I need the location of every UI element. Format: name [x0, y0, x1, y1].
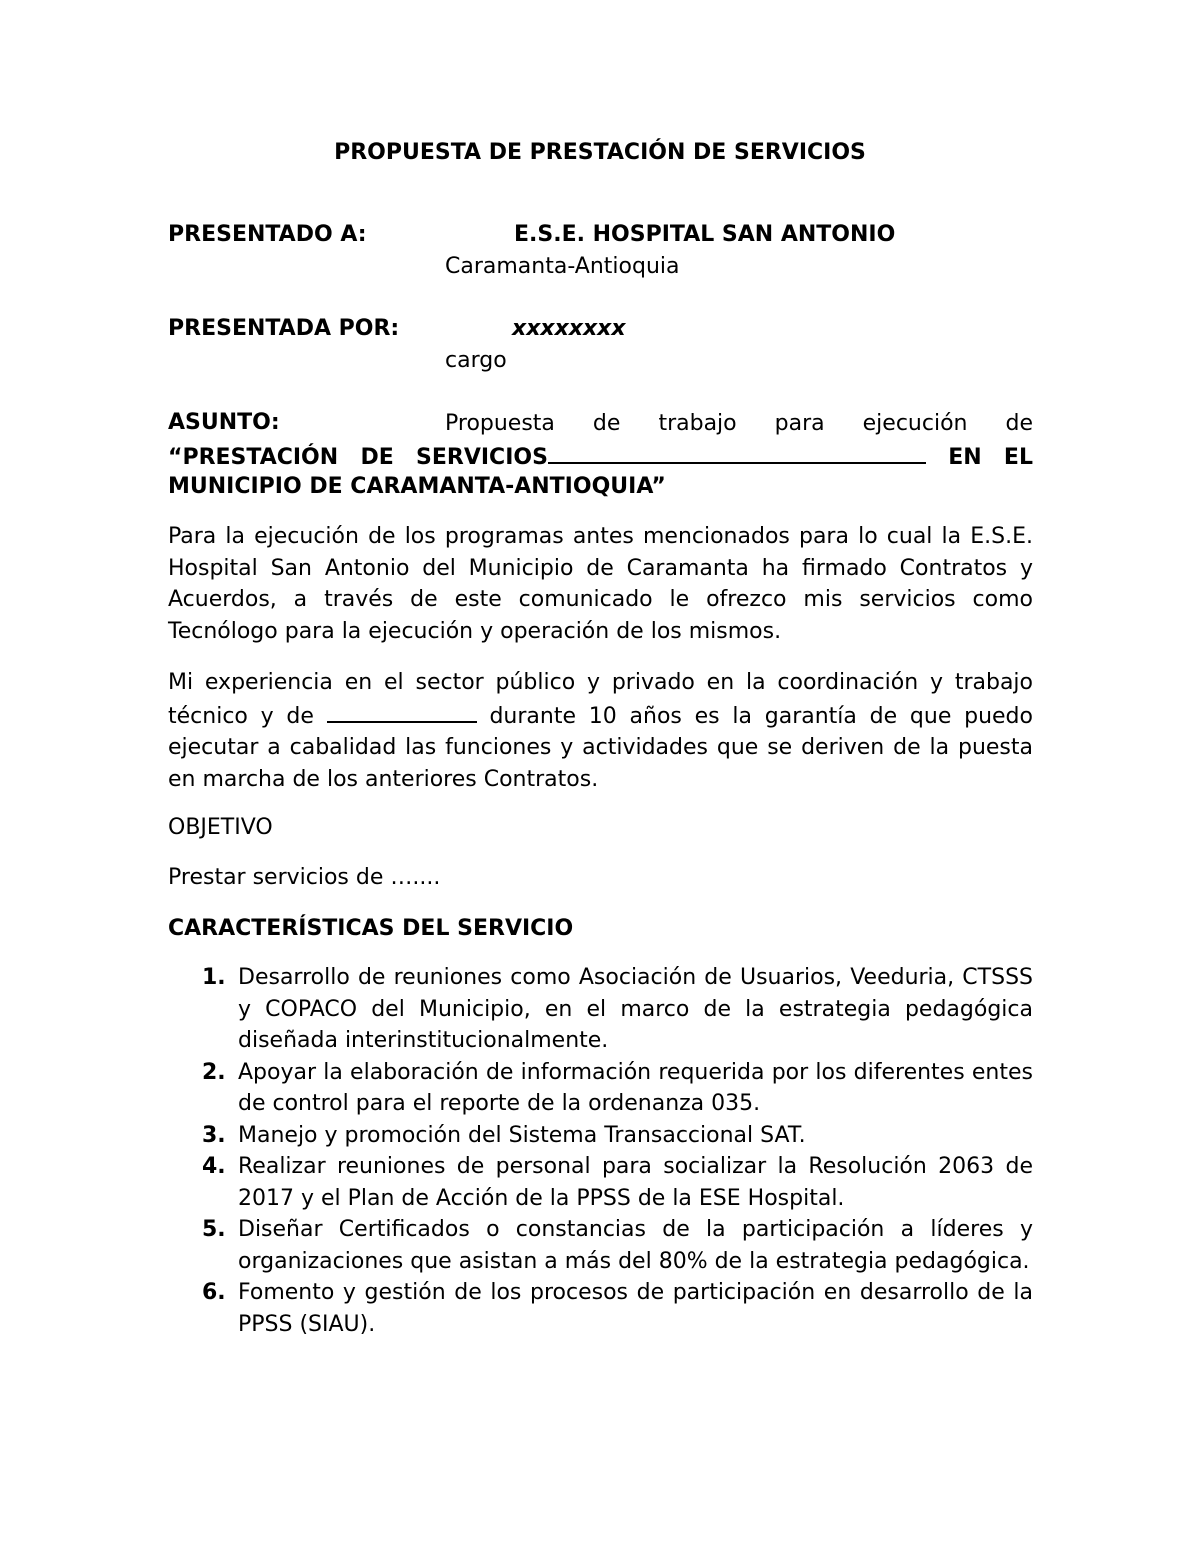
recipient-entity: E.S.E. HOSPITAL SAN ANTONIO: [514, 222, 896, 247]
document-title: PROPUESTA DE PRESTACIÓN DE SERVICIOS: [334, 140, 866, 165]
recipient-location: Caramanta-Antioquia: [445, 254, 680, 279]
list-item: [168, 1057, 1033, 1120]
caracteristicas-heading: CARACTERÍSTICAS DEL SERVICIO: [168, 916, 574, 941]
presenter-name: xxxxxxxx: [512, 316, 626, 341]
objetivo-heading: OBJETIVO: [168, 815, 273, 840]
list-item: [168, 1214, 1033, 1277]
list-item: [168, 962, 1033, 1057]
list-item-text: Desarrollo de reuniones como Asociación de Usuarios, Veeduria, CTSSS y COPACO del Municipio, en el marco de la estrategia pedagógica diseñada interinstitucionalmente.: [238, 965, 1033, 1053]
list-item-number: 4.: [202, 1154, 226, 1179]
list-item-number: 5.: [202, 1217, 226, 1242]
list-item-text: Apoyar la elaboración de información requerida por los diferentes entes de control para el reporte de la ordenanza 035.: [238, 1059, 1033, 1116]
paragraph-intro: Para la ejecución de los programas antes mencionados para lo cual la E.S.E. Hospital San Antonio del Municipio de Caramanta ha firmado Contratos y Acuerdos, a través de este comunicado le ofrezco mis servicios como Tecnólogo para la ejecución y operación de los mismos.: [168, 524, 1033, 644]
paragraph-experience: [168, 667, 1033, 795]
caracteristicas-list: [168, 962, 1033, 1340]
list-item-text: Fomento y gestión de los procesos de participación en desarrollo de la PPSS (SIAU).: [238, 1280, 1033, 1337]
list-item-text: Realizar reuniones de personal para socializar la Resolución 2063 de 2017 y el Plan de Acción de la PPSS de la ESE Hospital.: [238, 1154, 1033, 1211]
list-item: [168, 1277, 1033, 1340]
presentada-por-label: PRESENTADA POR:: [168, 316, 400, 341]
asunto-service-suffix: EN EL: [948, 445, 1033, 470]
list-item-number: 1.: [202, 965, 226, 990]
objetivo-text: Prestar servicios de …....: [168, 865, 441, 890]
asunto-service-prefix: “PRESTACIÓN DE SERVICIOS: [168, 445, 548, 470]
asunto-text: Propuesta de trabajo para ejecución de: [445, 411, 1033, 436]
list-item: [168, 1120, 1033, 1152]
list-item-number: 3.: [202, 1122, 226, 1148]
asunto-label: ASUNTO:: [168, 410, 280, 435]
list-item-text: Manejo y promoción del Sistema Transaccional SAT.: [238, 1122, 806, 1148]
presentado-a-label: PRESENTADO A:: [168, 222, 367, 247]
experience-blank-line: [327, 699, 477, 723]
list-item-text: Diseñar Certificados o constancias de la participación a líderes y organizaciones que asistan a más del 80% de la estrategia pedagógica.: [238, 1217, 1033, 1274]
asunto-service-line: [168, 440, 1033, 474]
experience-text-before: Mi experiencia en el sector público y privado en la coordinación y trabajo técnico y de: [168, 670, 1033, 729]
list-item-number: 6.: [202, 1280, 226, 1305]
presenter-role: cargo: [445, 348, 507, 373]
list-item-number: 2.: [202, 1059, 226, 1085]
asunto-service-line2: MUNICIPIO DE CARAMANTA-ANTIOQUIA”: [168, 474, 666, 499]
service-blank-line: [548, 440, 926, 464]
experience-text-after: durante 10 años es la garantía de que puedo ejecutar a cabalidad las funciones y actividades que se deriven de la puesta en marcha de los anteriores Contratos.: [168, 703, 1033, 792]
list-item: [168, 1151, 1033, 1214]
